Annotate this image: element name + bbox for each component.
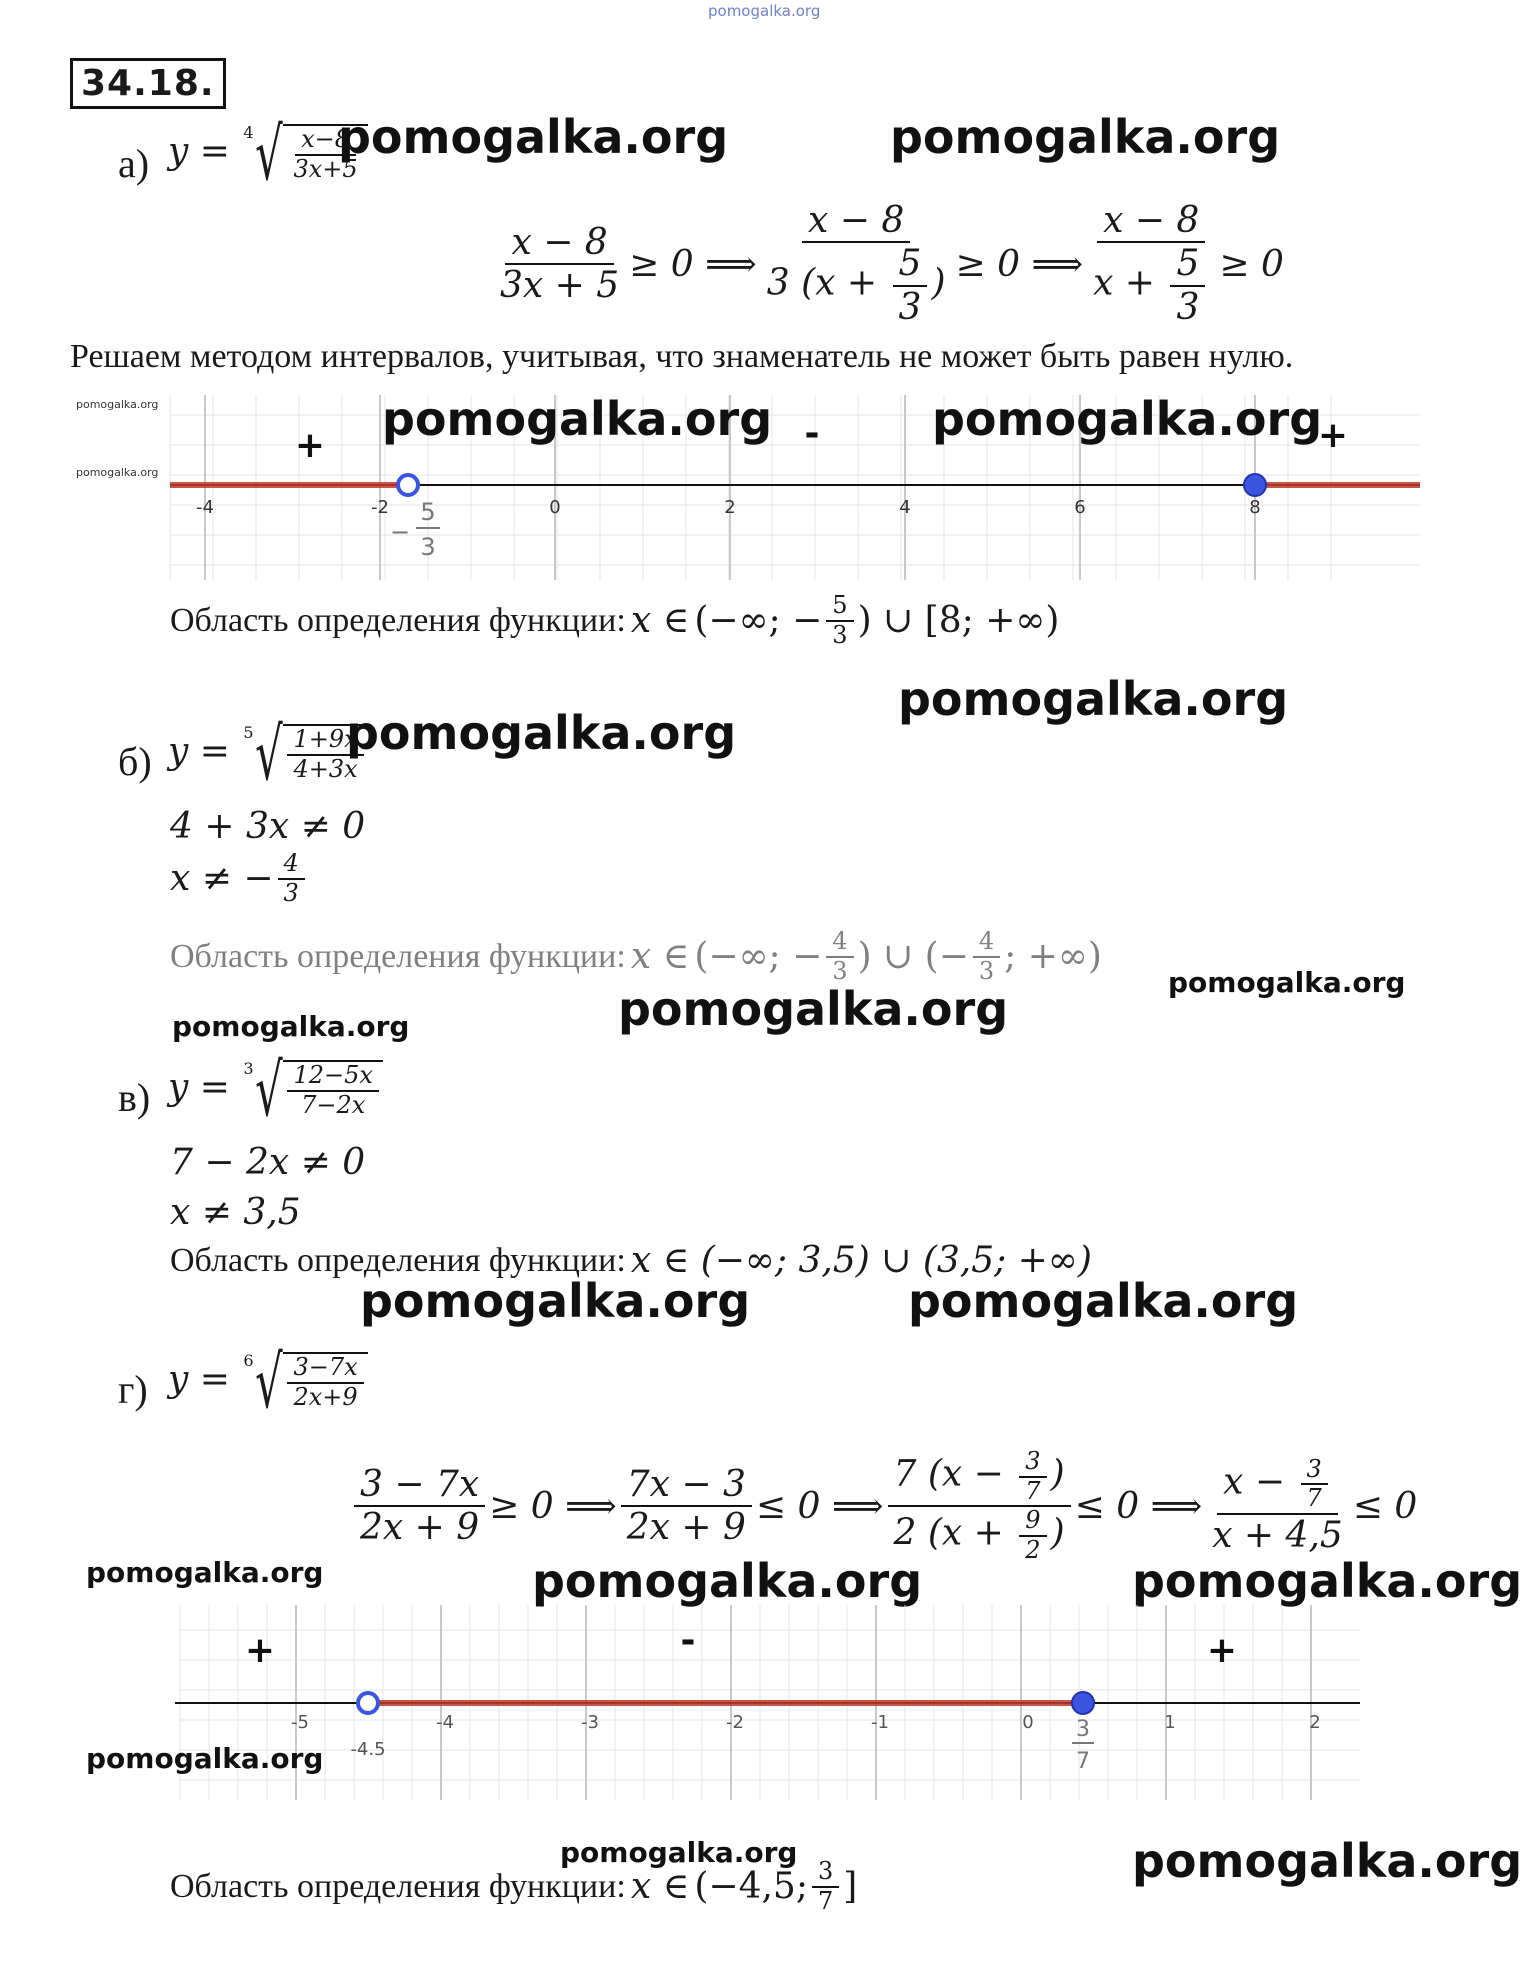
watermark: pomogalka.org <box>346 706 737 760</box>
watermark: pomogalka.org <box>898 672 1289 726</box>
watermark: pomogalka.org <box>76 398 159 411</box>
watermark: pomogalka.org <box>532 1554 923 1608</box>
part-b-function: y = 5 √ $\frac{1+9x}{4+3x}$ <box>168 718 368 790</box>
tick-g: -1 <box>871 1712 889 1733</box>
tick-g: 1 <box>1164 1712 1176 1733</box>
tick-g: -3 <box>581 1712 599 1733</box>
part-v-line2: x ≠ 3,5 <box>170 1192 301 1233</box>
sign-g: - <box>680 1620 696 1661</box>
part-a-inequality: $\frac{x - 8}{3x + 5}$ ≥ 0 ⟹ x − 8 3 (x + $\frac{5}{3}$ ) ≥ 0 ⟹ x − 8 x + $\frac{5}{3}$ ≥ 0 <box>500 200 1284 328</box>
open-label-den-a: 3 <box>420 533 436 561</box>
method-text: Решаем методом интервалов, учитывая, что знаменатель не может быть равен нулю. <box>70 338 1294 375</box>
watermark: pomogalka.org <box>76 466 159 479</box>
number-line-g <box>160 1600 1370 1810</box>
watermark: pomogalka.org <box>86 1556 324 1589</box>
header-watermark: pomogalka.org <box>708 2 821 20</box>
watermark: pomogalka.org <box>382 392 773 446</box>
closed-point-a <box>1244 474 1266 496</box>
tick-a: 4 <box>899 497 911 518</box>
watermark: pomogalka.org <box>1168 966 1406 999</box>
part-a-function: y = 4 √ $\frac{x-8}{3x+5}$ <box>168 118 368 190</box>
open-label-sign-a: − <box>389 518 411 546</box>
tick-a: 8 <box>1249 497 1261 518</box>
part-g-label: г) <box>118 1367 148 1412</box>
tick-g: -2 <box>726 1712 744 1733</box>
part-b-line1: 4 + 3x ≠ 0 <box>170 806 366 847</box>
part-v-domain: Область определения функции: x ∈ (−∞; 3,5) ∪ (3,5; +∞) <box>170 1240 1092 1281</box>
watermark: pomogalka.org <box>360 1274 751 1328</box>
open-label-g: -4.5 <box>350 1739 386 1760</box>
watermark: pomogalka.org <box>908 1274 1299 1328</box>
sign-a: + <box>294 425 326 466</box>
task-number: 34.18. <box>70 58 226 109</box>
part-g-inequality: $\frac{3 - 7x}{2x + 9}$ ≥ 0 ⟹ $\frac{7x - 3}{2x + 9}$ ≤ 0 ⟹ 7 (x − $\frac{3}{7}$ ) 2 (x + $\frac{9}{2}$ ) ≤ 0 ⟹ x − $\frac{3}{7}$ x + 4,5 ≤ 0 <box>350 1448 1417 1564</box>
sign-g: + <box>1206 1630 1238 1671</box>
part-g-function: y = 6 √ $\frac{3-7x}{2x+9}$ <box>168 1346 368 1418</box>
part-b-domain: Область определения функции: x ∈ (−∞; − $\frac{4}{3}$ ) ∪ (− $\frac{4}{3}$ ; +∞) <box>170 927 1102 985</box>
open-label-num-a: 5 <box>420 498 436 526</box>
watermark: pomogalka.org <box>338 110 729 164</box>
part-v-line1: 7 − 2x ≠ 0 <box>170 1142 366 1183</box>
tick-a: -2 <box>371 497 389 518</box>
tick-a: 6 <box>1074 497 1086 518</box>
open-point-a <box>398 475 418 495</box>
tick-a: 2 <box>724 497 736 518</box>
part-v-function: y = 3 √ $\frac{12-5x}{7-2x}$ <box>168 1054 383 1126</box>
tick-a: -4 <box>196 497 214 518</box>
sign-a: - <box>804 413 820 454</box>
part-a-label: а) <box>118 141 150 186</box>
tick-g: -4 <box>436 1712 454 1733</box>
watermark: pomogalka.org <box>618 982 1009 1036</box>
closed-label-den-g: 7 <box>1076 1749 1090 1774</box>
part-g-domain: Область определения функции: x ∈ (−4,5; $\frac{3}{7}$ ] <box>170 1857 858 1915</box>
tick-g: 2 <box>1309 1712 1321 1733</box>
sign-a: + <box>1317 415 1349 456</box>
closed-point-g <box>1072 1692 1094 1714</box>
watermark: pomogalka.org <box>932 392 1323 446</box>
watermark: pomogalka.org <box>1132 1554 1523 1608</box>
tick-g: -5 <box>291 1712 309 1733</box>
watermark: pomogalka.org <box>560 1836 798 1869</box>
watermark: pomogalka.org <box>890 110 1281 164</box>
part-b-label: б) <box>118 739 152 784</box>
part-v-label: в) <box>118 1075 151 1120</box>
tick-g: 0 <box>1022 1712 1034 1733</box>
part-b-line2: x ≠ − $\frac{4}{3}$ <box>170 850 309 907</box>
closed-label-num-g: 3 <box>1076 1717 1090 1742</box>
watermark: pomogalka.org <box>172 1010 410 1043</box>
open-point-g <box>358 1693 378 1713</box>
part-a-domain: Область определения функции: x ∈ (−∞; − $\frac{5}{3}$ ) ∪ [8; +∞) <box>170 591 1060 649</box>
watermark: pomogalka.org <box>86 1742 324 1775</box>
watermark: pomogalka.org <box>1132 1834 1523 1888</box>
tick-a: 0 <box>549 497 561 518</box>
sign-g: + <box>244 1630 276 1671</box>
